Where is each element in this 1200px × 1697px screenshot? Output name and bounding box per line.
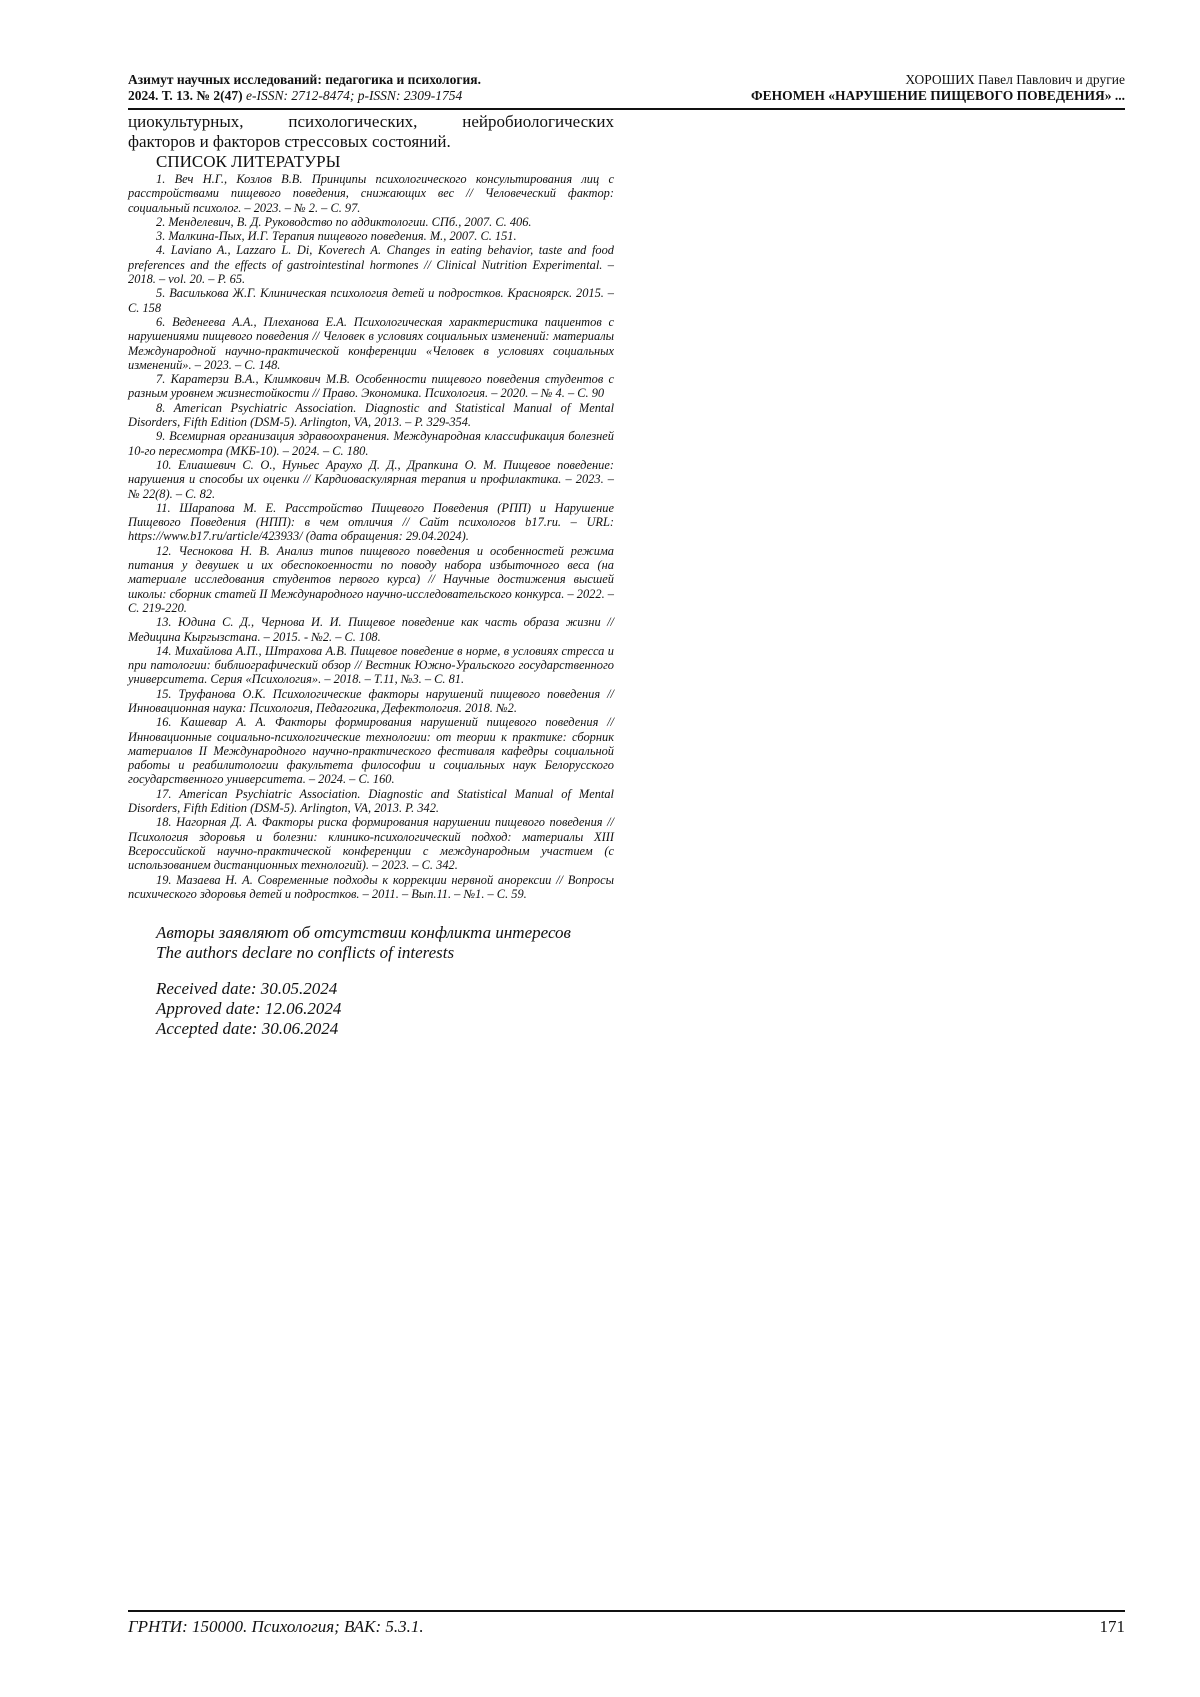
reference-text: Чеснокова Н. В. Анализ типов пищевого поведения и особенностей режима питания у девушек и их обеспокоенности по поводу набора избыточного веса (на материале исследования студентов первого курса) // Научные достижения высшей школы: сборник статей II Международного научно-исследовательского конкурса. – 2022. – С. 219-220. [128, 543, 614, 615]
reference-text: Каратерзи В.А., Климкович М.В. Особенности пищевого поведения студентов с разным уровнем жизнестойкости // Право. Экономика. Психология. – 2020. – № 4. – С. 90 [128, 372, 614, 401]
page-number: 171 [1099, 1617, 1125, 1636]
reference-number: 4. [156, 243, 166, 258]
reference-number: 14. [156, 643, 172, 658]
declaration-ru: Авторы заявляют об отсутствии конфликта интересов [156, 923, 571, 943]
reference-item [128, 544, 614, 615]
running-header-article [605, 72, 1125, 104]
journal-issn: e-ISSN: 2712-8474; p-ISSN: 2309-1754 [245, 88, 463, 103]
reference-item [128, 815, 614, 872]
journal-title: Азимут научных исследований: педагогика и психология. [128, 72, 481, 87]
reference-text: Менделевич, В. Д. Руководство по аддиктологии. СПб., 2007. С. 406. [168, 214, 532, 229]
conflict-declarations [128, 923, 614, 963]
reference-item [128, 243, 614, 286]
reference-text: Кашевар А. А. Факторы формирования нарушений пищевого поведения // Инновационные социально-психологические технологии: от теории к практике: сборник материалов II Международного научно-практического фестиваля кафедры социальной работы и реабилитологии факультета философии и социальных наук Белорусского государственного университета. – 2024. – С. 160. [128, 715, 614, 787]
reference-number: 10. [156, 457, 172, 472]
reference-number: 6. [156, 314, 166, 329]
reference-number: 12. [156, 543, 172, 558]
header-rule [128, 108, 1125, 110]
reference-item [128, 787, 614, 816]
reference-number: 15. [156, 686, 172, 701]
main-column [128, 112, 614, 1039]
reference-text: Юдина С. Д., Чернова И. И. Пищевое поведение как часть образа жизни // Медицина Кыргызстана. – 2015. - №2. – С. 108. [128, 615, 614, 644]
reference-text: Василькова Ж.Г. Клиническая психология детей и подростков. Красноярск. 2015. – С. 158 [128, 286, 614, 315]
reference-number: 9. [156, 429, 166, 444]
reference-number: 5. [156, 286, 166, 301]
reference-text: Мазаева Н. А. Современные подходы к коррекции нервной анорексии // Вопросы психического здоровья детей и подростков. – 2011. – Вып.11. – №1. – С. 59. [128, 872, 614, 901]
reference-number: 17. [156, 786, 172, 801]
reference-text: Труфанова О.К. Психологические факторы нарушений пищевого поведения // Инновационная наука: Психология, Педагогика, Дефектология. 2018. №2. [128, 686, 614, 715]
reference-item [128, 615, 614, 644]
references-list [128, 172, 614, 901]
reference-item [128, 715, 614, 786]
reference-text: American Psychiatric Association. Diagnostic and Statistical Manual of Mental Disorders, Fifth Edition (DSM-5). Arlington, VA, 2013. – P. 329-354. [128, 400, 615, 430]
reference-item [128, 315, 614, 372]
reference-text: Веч Н.Г., Козлов В.В. Принципы психологического консультирования лиц с расстройствами пищевого поведения, снижающих вес // Человеческий фактор: социальный психолог. – 2023. – № 2. – С. 97. [128, 172, 614, 215]
footer-rule [128, 1610, 1125, 1612]
reference-text: Веденеева А.А., Плеханова Е.А. Психологическая характеристика пациентов с нарушениями пищевого поведения // Человек в условиях социальных изменений: материалы Международной научно-практической конференции «Человек в условиях социальных изменений». – 2023. – С. 148. [128, 314, 614, 372]
received-date: Received date: 30.05.2024 [156, 979, 338, 999]
approved-date: Approved date: 12.06.2024 [156, 999, 342, 1019]
reference-item [128, 172, 614, 215]
declaration-en: The authors declare no conflicts of interests [156, 943, 455, 963]
reference-item [128, 873, 614, 902]
reference-item [128, 687, 614, 716]
reference-number: 8. [156, 400, 166, 415]
reference-text: Михайлова А.П., Штрахова А.В. Пищевое поведение в норме, в условиях стресса и при патологии: библиографический обзор // Вестник Южно-Уральского государственного университета. Серия «Психология». – 2018. – Т.11, №3. – С. 81. [128, 643, 614, 687]
reference-number: 1. [156, 172, 166, 186]
reference-text: American Psychiatric Association. Diagnostic and Statistical Manual of Mental Disorders, Fifth Edition (DSM-5). Arlington, VA, 2013. P. 342. [128, 786, 614, 816]
reference-item [128, 215, 614, 229]
reference-text: Laviano A., Lazzaro L. Di, Koverech A. Changes in eating behavior, taste and food preferences and the effects of gastrointestinal hormones // Clinical Nutrition Experimental. – 2018. – vol. 20. – P. 65. [128, 243, 614, 287]
reference-number: 7. [156, 372, 166, 387]
reference-number: 11. [156, 500, 171, 515]
reference-item [128, 229, 614, 243]
lead-line-1: циокультурных, психологических, нейробиологических [128, 112, 614, 131]
article-dates [128, 979, 614, 1039]
reference-item [128, 401, 614, 430]
reference-number: 3. [156, 229, 166, 244]
journal-issue-line [128, 88, 648, 104]
reference-number: 18. [156, 815, 172, 830]
reference-number: 16. [156, 715, 172, 730]
footer-classification: ГРНТИ: 150000. Психология; ВАК: 5.3.1. [128, 1617, 424, 1636]
reference-text: Всемирная организация здравоохранения. Международная классификация болезней 10-го пересмотра (МКБ-10). – 2024. – С. 180. [128, 429, 614, 458]
references-heading: СПИСОК ЛИТЕРАТУРЫ [156, 152, 341, 171]
lead-paragraph [128, 112, 614, 152]
reference-number: 2. [156, 214, 166, 229]
lead-line-2: факторов и факторов стрессовых состояний. [128, 132, 451, 151]
reference-number: 19. [156, 872, 172, 887]
reference-item [128, 286, 614, 315]
reference-item [128, 429, 614, 458]
reference-item [128, 501, 614, 544]
reference-item [128, 458, 614, 501]
reference-text: Малкина-Пых, И.Г. Терапия пищевого поведения. М., 2007. С. 151. [168, 229, 517, 244]
header-article-title: ФЕНОМЕН «НАРУШЕНИЕ ПИЩЕВОГО ПОВЕДЕНИЯ» ... [750, 88, 1125, 103]
reference-text: Елиашевич С. О., Нуньес Араухо Д. Д., Драпкина О. М. Пищевое поведение: нарушения и способы их оценки // Кардиоваскулярная терапия и профилактика. – 2023. – № 22(8). – С. 82. [128, 457, 614, 501]
accepted-date: Accepted date: 30.06.2024 [156, 1019, 339, 1039]
reference-item [128, 644, 614, 687]
journal-issue: 2024. Т. 13. № 2(47) [128, 88, 243, 103]
reference-number: 13. [156, 615, 172, 630]
running-header-journal [128, 72, 648, 104]
header-authors: ХОРОШИХ Павел Павлович и другие [905, 72, 1125, 87]
reference-text: Нагорная Д. А. Факторы риска формирования нарушении пищевого поведения // Психология здоровья и болезни: клинико-психологический подход: материалы XIII Всероссийской научно-практической конференции с международным участием (с использованием дистанционных технологий). – 2023. – С. 342. [128, 815, 614, 873]
reference-item [128, 372, 614, 401]
reference-text: Шарапова М. Е. Расстройство Пищевого Поведения (РПП) и Нарушение Пищевого Поведения (НПП): в чем отличия // Сайт психологов b17.ru. – URL: https://www.b17.ru/article/423933/ (дата обращения: 29.04.2024). [128, 500, 614, 544]
